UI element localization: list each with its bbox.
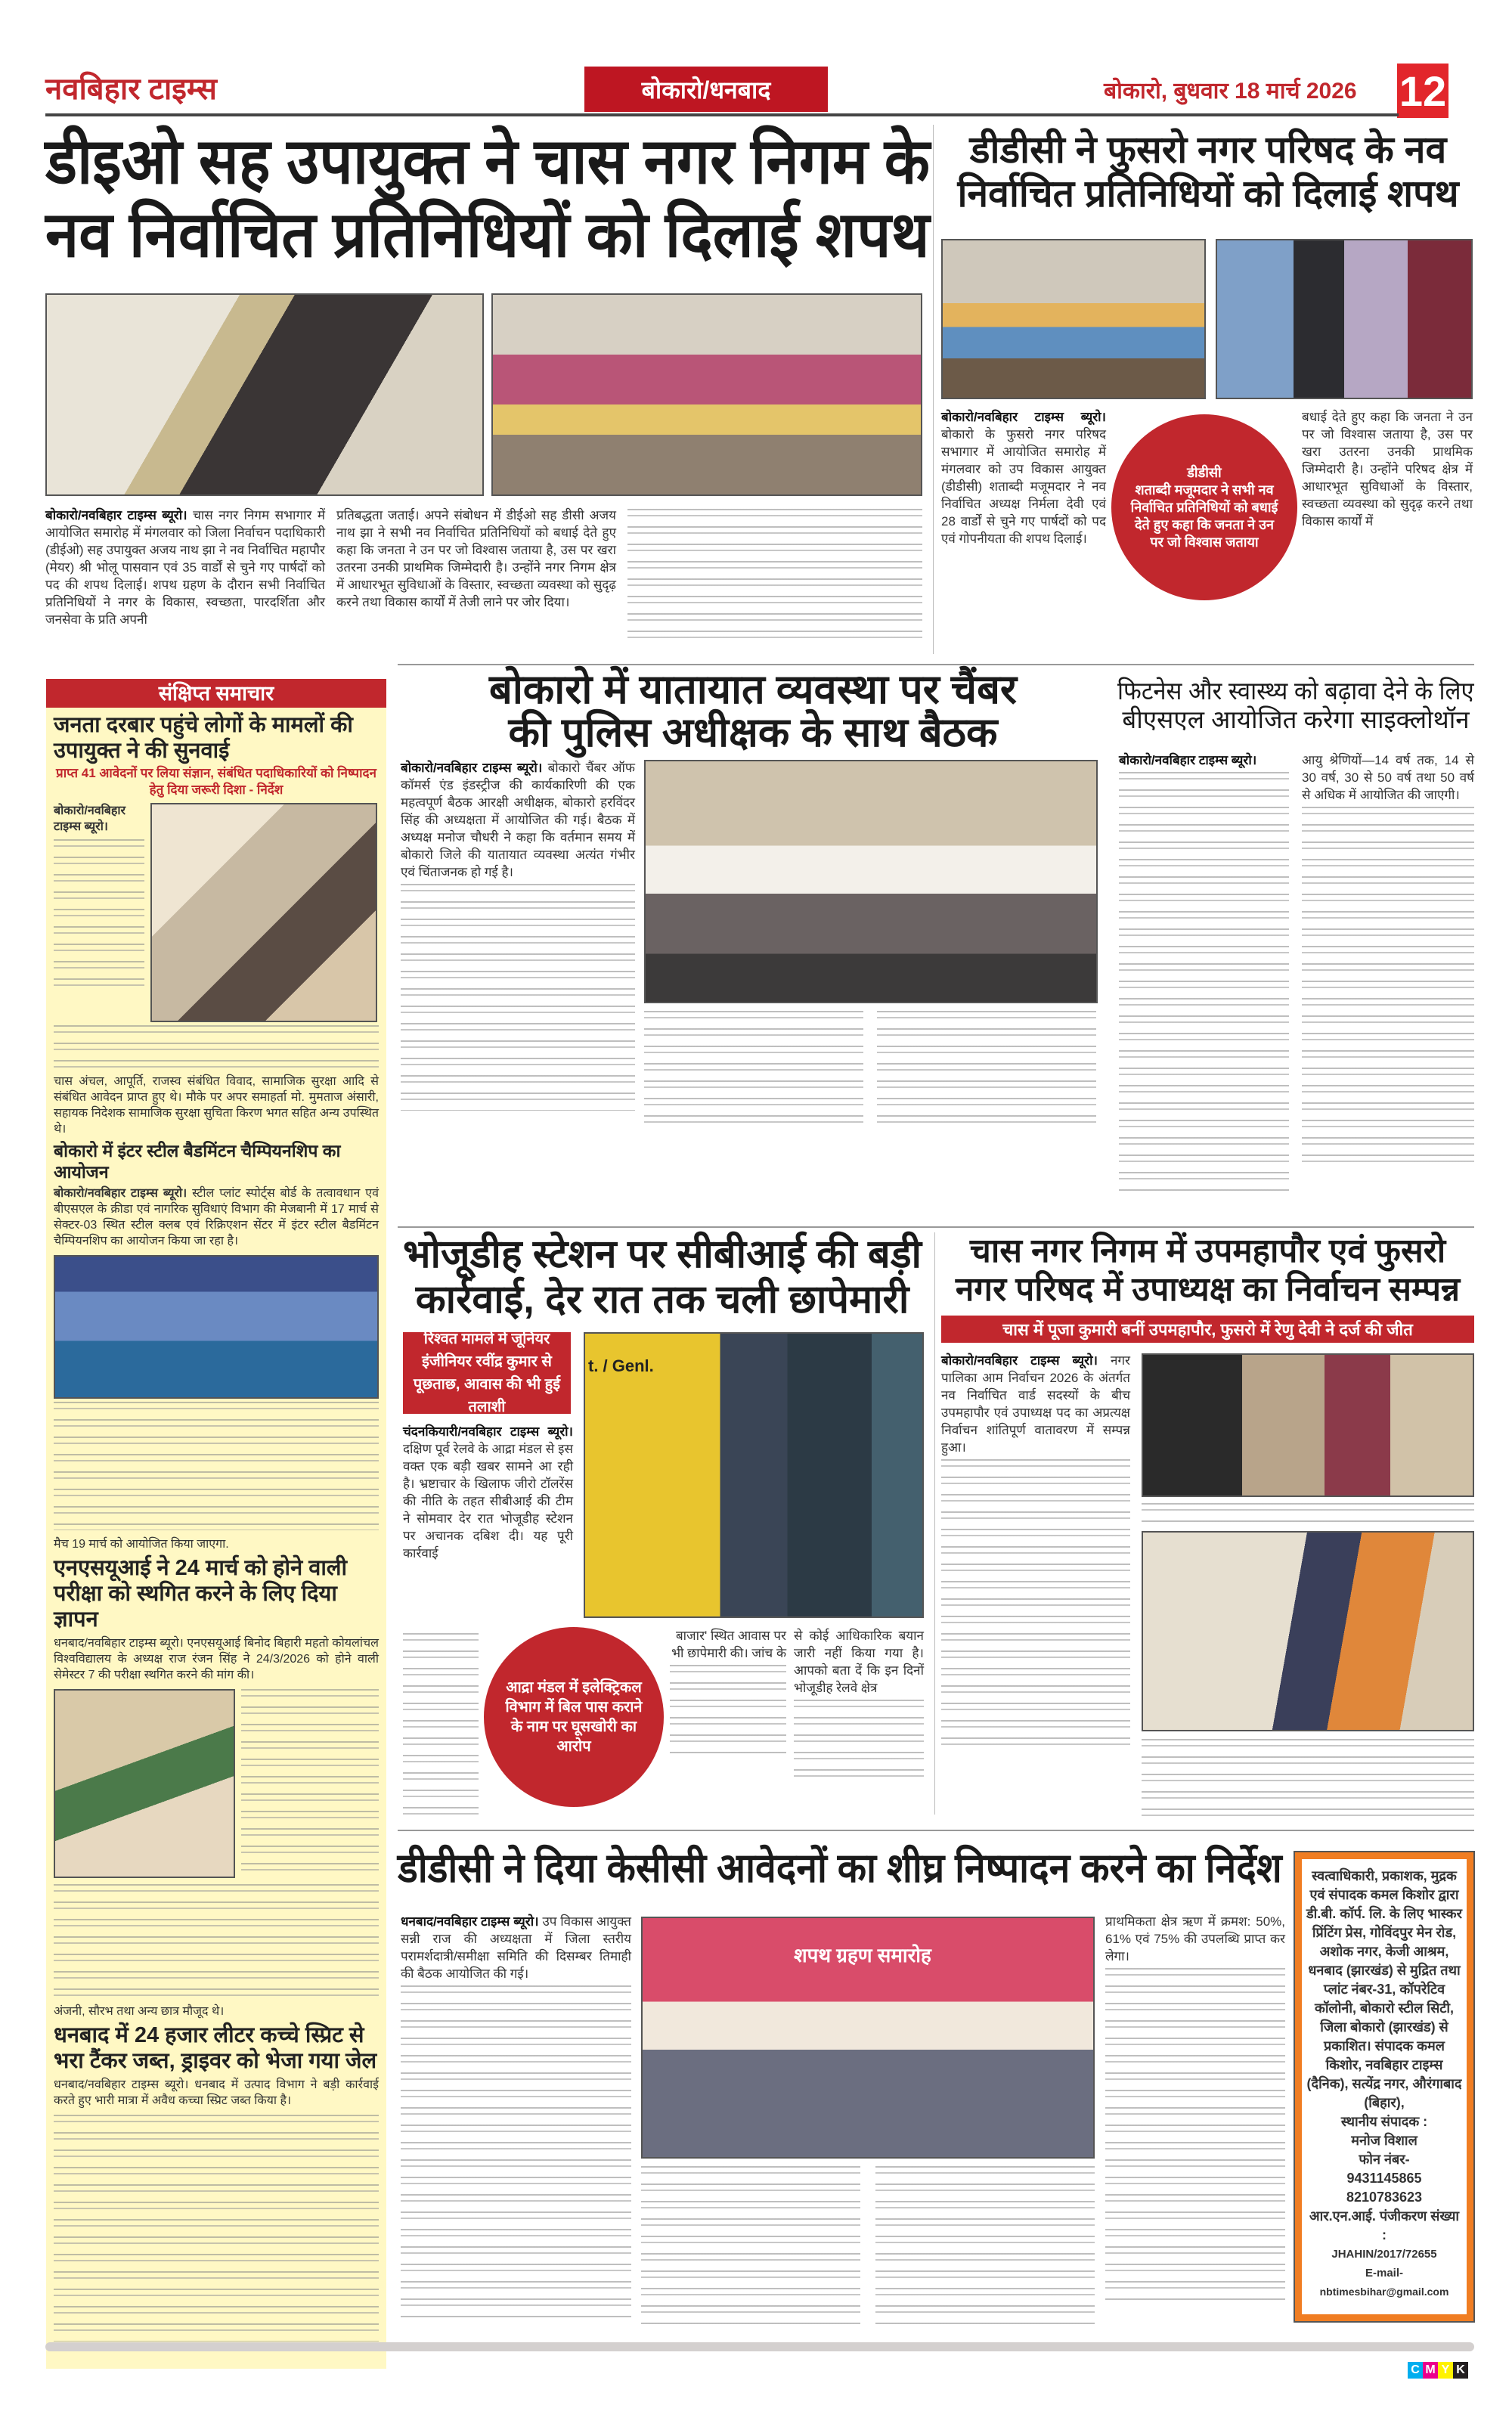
section-divider (398, 1830, 1474, 1831)
story5-headline (398, 1232, 927, 1323)
body-text-lines (875, 2166, 1095, 2325)
story3-body-col2 (644, 1011, 863, 1124)
body-text: बोकारो चैंबर ऑफ कॉमर्स एंड इंडस्ट्रीज की कार्यकारिणी की एक महत्वपूर्ण बैठक आरक्षी अधीक्षक, बोकारो हरविंदर सिंह की अध्यक्षता में आयोजित की गई। बैठक में अध्यक्ष मनोज चौधरी ने कहा कि वर्तमान समय में बोकारो जिले की यातायात व्यवस्था अत्यंत गंभीर एवं चिंताजनक हो गई है। (401, 761, 635, 879)
brief-headline: एनएसयूआई ने 24 मार्च को होने वाली परीक्षा को स्थगित करने के लिए दिया ज्ञापन (54, 1556, 348, 1632)
body-text-lines (241, 1689, 379, 1878)
story5-highlight-box: रिश्वत मामले में जूनियर इंजीनियर रवींद्र कुमार से पूछताछ, आवास की भी हुई तलाशी (403, 1332, 571, 1414)
brief-news-sidebar (46, 679, 386, 2369)
pullquote-text: शताब्दी मजूमदार ने सभी नव निर्वाचित प्रतिनिधियों को बधाई देते हुए कहा कि जनता ने उन पर जो विश्वास जताया (1130, 482, 1278, 550)
sidebar-title: संक्षिप्त समाचार (46, 679, 386, 708)
story1-photo-dc-mayor (45, 293, 484, 496)
story6-photo-fusro (1142, 1531, 1474, 1731)
photo-sign-text: t. / Genl. (588, 1356, 654, 1375)
story1-body-col2 (336, 507, 616, 611)
body-text: चास नगर निगम सभागार में आयोजित समारोह में मंगलवार को जिला निर्वाचन पदाधिकारी (डीईओ) सह उपायुक्त अजय नाथ झा ने नव निर्वाचित महापौर (मेयर) श्री भोलू पासवान एवं 35 वार्डों से चुने गए पार्षदों को पद की शपथ दिलाई। शपथ ग्रहण के दौरान सभी निर्वाचित प्रतिनिधियों ने नगर के विकास, स्वच्छता, पारदर्शिता और जनसेवा के प्रति अपनी (45, 508, 325, 627)
body-text: दक्षिण पूर्व रेलवे के आद्रा मंडल से इस वक्त एक बड़ी खबर सामने आ रही है। भ्रष्टाचार के खिलाफ जीरो टॉलरेंस की नीति के तहत सीबीआई की टीम ने सोमवार देर रात भोजूडीह स्टेशन पर अचानक दबिश दी। यह पूरी कार्रवाई (403, 1442, 573, 1561)
brief-body: धनबाद/नवबिहार टाइम्स ब्यूरो। एनएसयूआई बिनोद बिहारी महतो कोयलांचल विश्वविद्यालय के अध्यक्ष राज रंजन सिंह ने 24/3/2026 को होने वाली सेमेस्टर 7 की परीक्षा स्थगित करने की मांग की। (54, 1637, 379, 1681)
imprint-phone: 9431145865 (1346, 2171, 1422, 2186)
body-text: प्रतिबद्धता जताई। अपने संबोधन में डीईओ सह डीसी अजय नाथ झा ने सभी नव निर्वाचित प्रतिनिधियों को बधाई देते हुए कहा कि जनता ने उन पर जो विश्वास जताया है, उस पर खरा उतरना उनकी प्राथमिक जिम्मेदारी है। उन्होंने नगर निगम क्षेत्र में आधारभूत सुविधाओं के विस्तार, स्वच्छता व्यवस्था को सुदृढ़ करने तथा विकास कार्यों में तेजी लाने पर जोर दिया। (336, 508, 616, 609)
body-text-lines (670, 1665, 786, 1756)
imprint-label: स्थानीय संपादक : (1340, 2114, 1428, 2129)
headline-line: बीएसएल आयोजित करेगा साइक्लोथॉन (1122, 705, 1470, 733)
story5-body-col3 (794, 1627, 924, 1783)
body-text-lines (54, 1884, 379, 1998)
dateline: बोकारो/नवबिहार टाइम्स ब्यूरो। (1119, 753, 1257, 767)
body-text-lines (403, 1633, 479, 1815)
story4-body-col1 (1119, 752, 1289, 1195)
story5-photo-cbi-raid (584, 1332, 924, 1618)
headline-line: की पुलिस अधीक्षक के साथ बैठक (508, 709, 998, 755)
dateline: बोकारो/नवबिहार टाइम्स ब्यूरो। (941, 1353, 1098, 1368)
story2-body-col2 (1302, 408, 1473, 530)
dateline: बोकारो/नवबिहार टाइम्स ब्यूरो। (54, 804, 126, 833)
body-text: नगर पालिका आम निर्वाचन 2026 के अंतर्गत नव निर्वाचित वार्ड सदस्यों के बीच उपमहापौर एवं उपाध्यक्ष पद का अप्रत्यक्ष निर्वाचन शांतिपूर्ण वातावरण में सम्पन्न हुआ। (941, 1353, 1130, 1455)
imprint-label: E-mail- (1365, 2267, 1403, 2280)
body-text-lines (401, 1985, 631, 2318)
pullquote-title: डीडीसी (1187, 464, 1222, 480)
dateline: चंदनकियारी/नवबिहार टाइम्स ब्यूरो। (403, 1424, 573, 1439)
body-text: से कोई आधिकारिक बयान जारी नहीं किया गया है। आपको बता दें कि इन दिनों भोजूडीह रेलवे क्षेत्र (794, 1629, 924, 1695)
dateline: बोकारो/नवबिहार टाइम्स ब्यूरो। (401, 761, 543, 775)
brief-body: स्टील प्लांट स्पोर्ट्स बोर्ड के तत्वावधान एवं बीएसएल के क्रीडा एवं नागरिक सुविधाएं विभाग की मेजबानी में 17 मार्च से सेक्टर-03 स्थित स्टील क्लब एवं रिक्रिएशन सेंटर में इंटर स्टील बैडमिंटन चैम्पियनशिप का आयोजन किया जा रहा है। (54, 1187, 380, 1247)
body-text-lines (941, 1459, 1130, 1746)
cmyk-cyan: C (1408, 2362, 1423, 2379)
story5-pullquote: आद्रा मंडल में इलेक्ट्रिकल विभाग में बिल पास कराने के नाम पर घूसखोरी का आरोप (484, 1627, 664, 1807)
column-divider (933, 125, 934, 654)
story1-body-col1 (45, 507, 325, 628)
imprint-rni: JHAHIN/2017/72655 (1331, 2248, 1437, 2261)
story6-photo-chas (1142, 1353, 1474, 1497)
cmyk-magenta: M (1423, 2362, 1438, 2379)
body-text-lines (1105, 1968, 1285, 2301)
brief-subheadline: प्राप्त 41 आवेदनों पर लिया संज्ञान, संबंधित पदाधिकारियों को निष्पादन हेतु दिया जरूरी दिशा - निर्देश (56, 766, 376, 797)
brief-headline: जनता दरबार पहुंचे लोगों के मामलों की उपायुक्त ने की सुनवाई (54, 713, 353, 763)
imprint-email: nbtimesbihar@gmail.com (1319, 2286, 1449, 2298)
section-divider (398, 1226, 1474, 1228)
page-number: 12 (1397, 64, 1448, 118)
cmyk-black: K (1453, 2362, 1468, 2379)
headline-line: नव निर्वाचित प्रतिनिधियों को दिलाई शपथ (45, 198, 930, 270)
body-text: बाजार' स्थित आवास पर भी छापेमारी की। जांच के (671, 1629, 786, 1660)
story1-headline (45, 125, 930, 271)
story3-body-col1 (401, 759, 635, 1111)
imprint-label: फोन नंबर- (1359, 2152, 1410, 2167)
body-text-lines (1142, 1739, 1474, 1818)
headline-line: नगर परिषद में उपाध्यक्ष का निर्वाचन सम्पन्न (955, 1270, 1461, 1308)
brief-tail: मैच 19 मार्च को आयोजित किया जाएगा. (54, 1538, 229, 1551)
body-text-lines (54, 2115, 379, 2342)
headline-line: भोजूडीह स्टेशन पर सीबीआई की बड़ी (402, 1232, 922, 1276)
brief-photo-badminton (54, 1255, 379, 1399)
headline-line: डीडीसी ने फुसरो नगर परिषद के नव (969, 129, 1447, 171)
story5-body-col2 (670, 1627, 786, 1756)
body-text-lines (54, 839, 144, 990)
story5-body-col1 (403, 1423, 573, 1562)
brief-item1-content (46, 800, 386, 1025)
body-text: उप विकास आयुक्त सन्नी राज की अध्यक्षता में जिला स्तरीय परामर्शदात्री/समीक्षा समिति की दिसम्बर तिमाही की बैठक आयोजित की गई। (401, 1914, 631, 1981)
story4-body-col2 (1302, 752, 1474, 1170)
story2-photo-meeting (941, 239, 1206, 399)
headline-line: चास नगर निगम में उपमहापौर एवं फुसरो (969, 1232, 1446, 1269)
story7-photo-kcc-meeting (641, 1917, 1095, 2159)
body-text: बोकारो के फुसरो नगर परिषद सभागार में आयोजित समारोह में मंगलवार को उप विकास आयुक्त (डीडीसी) शताब्दी मजूमदार ने नव निर्वाचित अध्यक्ष निर्मला देवी एवं 28 वार्डों से चुने गए पार्षदों को पद एवं गोपनीयता की शपथ दिलाई। (941, 427, 1106, 546)
brief-photo-janta-darbar (150, 803, 377, 1022)
dateline: बोकारो/नवबिहार टाइम्स ब्यूरो। (45, 508, 187, 522)
headline-line: निर्वाचित प्रतिनिधियों को दिलाई शपथ (957, 172, 1459, 215)
headline-line: फिटनेस और स्वास्थ्य को बढ़ावा देने के लिए (1117, 677, 1474, 705)
story3-photo-chamber-meeting (644, 760, 1098, 1003)
brief-body: धनबाद/नवबिहार टाइम्स ब्यूरो। धनबाद में उत्पाद विभाग ने बड़ी कार्रवाई करते हुए भारी मात्रा में अवैध कच्चा स्प्रिट जब्त किया है। (54, 2078, 379, 2107)
column-divider (934, 1232, 935, 1815)
body-text-lines (54, 1402, 379, 1530)
imprint-local-editor: मनोज विशाल (1351, 2133, 1418, 2148)
body-text-lines (1302, 807, 1474, 1170)
story2-body-col1 (941, 408, 1106, 547)
body-text-lines (54, 1025, 379, 1071)
newspaper-logo: नवबिहार टाइम्स (45, 73, 217, 106)
story1-photo-oath-ceremony (491, 293, 922, 496)
story2-pullquote (1111, 414, 1297, 600)
brief-headline: बोकारो में इंटर स्टील बैडमिंटन चैम्पियनशिप का आयोजन (54, 1141, 341, 1182)
story7-headline: डीडीसी ने दिया केसीसी आवेदनों का शीघ्र निष्पादन करने का निर्देश (398, 1846, 1282, 1891)
story2-headline (943, 129, 1473, 215)
body-text-lines (401, 884, 635, 1111)
body-text-lines (1119, 772, 1289, 1195)
imprint-label: आर.एन.आई. पंजीकरण संख्या : (1309, 2208, 1460, 2242)
body-text: बधाई देते हुए कहा कि जनता ने उन पर जो विश्वास जताया है, उस पर खरा उतरना उनकी प्राथमिक जिम्मेदारी है। उन्होंने परिषद क्षेत्र में आधारभूत सुविधाओं के विस्तार, स्वच्छता व्यवस्था को सुदृढ़ करने तथा विकास कार्यों में (1302, 410, 1473, 528)
brief-tail: अंजनी, सौरभ तथा अन्य छात्र मौजूद थे। (54, 2005, 225, 2018)
imprint-box (1295, 1852, 1473, 2321)
imprint-phone: 8210783623 (1346, 2190, 1423, 2205)
photo-banner-text: शपथ ग्रहण समारोह (794, 1944, 931, 1967)
story6-headline (941, 1232, 1474, 1309)
imprint-text: स्वत्वाधिकारी, प्रकाशक, मुद्रक एवं संपादक कमल किशोर द्वारा डी.बी. कॉर्प. लि. के लिए भास्कर प्रिंटिंग प्रेस, गोविंदपुर मेन रोड, अशोक नगर, केजी आश्रम, धनबाद (झारखंड) से मुद्रित तथा प्लांट नंबर-31, कॉपरेटिव कॉलोनी, बोकारो स्टील सिटी, जिला बोकारो (झारखंड) से प्रकाशित। संपादक कमल किशोर, नवबिहार टाइम्स (दैनिक), सत्येंद्र नगर, औरंगाबाद (बिहार), (1306, 1868, 1462, 2110)
registration-bar (45, 2342, 1474, 2351)
cmyk-yellow: Y (1438, 2362, 1453, 2379)
section-divider (398, 664, 1474, 665)
body-text-lines (1142, 1503, 1474, 1526)
brief-body: चास अंचल, आपूर्ति, राजस्व संबंधित विवाद, सामाजिक सुरक्षा आदि से संबंधित आवेदन प्राप्त हुए थे। मौके पर अपर समाहर्ता मो. मुमताज अंसारी, सहायक निदेशक सामाजिक सुरक्षा सुचिता किरण भगत सहित अन्य उपस्थित थे। (54, 1075, 379, 1136)
body-text-lines (794, 1700, 924, 1783)
brief-headline: धनबाद में 24 हजार लीटर कच्चे स्प्रिट से भरा टैंकर जब्त, ड्राइवर को भेजा गया जेल (54, 2023, 377, 2073)
brief-photo-nsui (54, 1689, 235, 1878)
section-label: बोकारो/धनबाद (584, 67, 828, 112)
masthead-rule (45, 113, 1399, 116)
story7-body-col1 (401, 1913, 631, 2318)
story4-headline (1117, 677, 1474, 734)
story3-body-col3 (877, 1011, 1096, 1124)
headline-line: कार्रवाई, देर रात तक चली छापेमारी (415, 1277, 909, 1322)
body-text-lines (641, 2166, 860, 2325)
dateline: धनबाद/नवबिहार टाइम्स ब्यूरो। (401, 1914, 539, 1929)
story1-body-col3 (627, 509, 922, 648)
headline-line: बोकारो में यातायात व्यवस्था पर चैंबर (488, 667, 1017, 712)
issue-date: बोकारो, बुधवार 18 मार्च 2026 (1104, 79, 1357, 104)
story3-headline (398, 668, 1108, 754)
story6-body-col1 (941, 1352, 1130, 1746)
headline-line: डीइओ सह उपायुक्त ने चास नगर निगम के (45, 126, 930, 197)
story2-photo-oath (1216, 239, 1473, 399)
body-text: प्राथमिकता क्षेत्र ऋण में क्रमश: 50%, 61% एवं 75% की उपलब्धि प्राप्त कर लेगा। (1105, 1914, 1285, 1963)
cmyk-color-marks (1408, 2362, 1468, 2379)
story6-subhead-bar: चास में पूजा कुमारी बनीं उपमहापौर, फुसरो में रेणु देवी ने दर्ज की जीत (941, 1316, 1474, 1343)
story7-body-col4 (1105, 1913, 1285, 2301)
body-text: आयु श्रेणियों—14 वर्ष तक, 14 से 30 वर्ष, 30 से 50 वर्ष तथा 50 वर्ष से अधिक में आयोजित की जाएगी। (1302, 753, 1474, 802)
dateline: बोकारो/नवबिहार टाइम्स ब्यूरो। (941, 410, 1106, 424)
dateline: बोकारो/नवबिहार टाइम्स ब्यूरो। (54, 1187, 187, 1200)
